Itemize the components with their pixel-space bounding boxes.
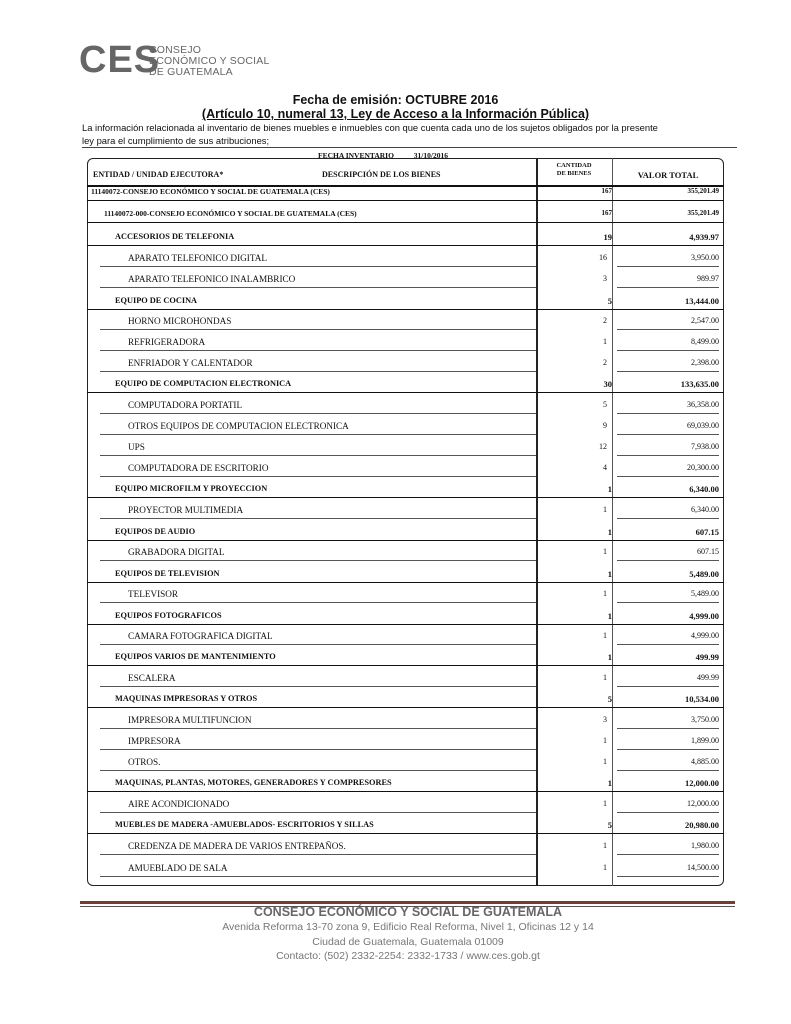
- table-row: [87, 715, 724, 729]
- row-cantidad: 1: [607, 778, 612, 788]
- row-cantidad: 30: [603, 379, 612, 389]
- table-row: [87, 589, 724, 603]
- row-valor: 5,489.00: [691, 589, 719, 598]
- row-cantidad: 3: [603, 715, 607, 724]
- row-valor: 355,201.49: [687, 209, 719, 217]
- row-rule-value: [617, 434, 719, 435]
- table-row: [87, 253, 724, 267]
- column-divider-valor: [612, 158, 613, 886]
- row-rule-value: [617, 602, 719, 603]
- row-description: TELEVISOR: [128, 589, 179, 599]
- header-cantidad: [536, 162, 612, 178]
- intro-paragraph: [82, 122, 737, 147]
- row-cantidad: 1: [607, 484, 612, 494]
- row-description: EQUIPOS DE TELEVISION: [115, 569, 220, 578]
- row-valor: 2,398.00: [691, 358, 719, 367]
- row-description: IMPRESORA: [128, 736, 181, 746]
- table-row: [87, 232, 724, 246]
- row-cantidad: 1: [607, 611, 612, 621]
- footer-contact: Contacto: (502) 2332-2254: 2332-1733 / www.ces.gob.gt: [276, 950, 540, 962]
- row-description: EQUIPOS FOTOGRAFICOS: [115, 611, 222, 620]
- intro-line-1: La información relacionada al inventario de bienes muebles e inmuebles con que cuenta cada uno de los sujetos obligados por la presente: [82, 122, 658, 133]
- table-row: [87, 463, 724, 477]
- row-rule: [100, 434, 536, 435]
- table-row: [87, 611, 724, 625]
- row-cantidad: 9: [603, 421, 607, 430]
- table-row: [87, 673, 724, 687]
- row-cantidad: 3: [603, 274, 607, 283]
- table-row: [87, 527, 724, 541]
- row-rule-value: [617, 560, 719, 561]
- row-description: EQUIPO DE COCINA: [115, 296, 198, 305]
- row-description: UPS: [128, 442, 145, 452]
- row-description: COMPUTADORA DE ESCRITORIO: [128, 463, 269, 473]
- table-row: [87, 209, 724, 223]
- footer: [0, 904, 791, 964]
- table-row: [87, 736, 724, 750]
- row-cantidad: 1: [603, 799, 607, 808]
- row-rule: [100, 518, 536, 519]
- row-cantidad: 5: [607, 820, 612, 830]
- table-row: [87, 316, 724, 330]
- row-description: CREDENZA DE MADERA DE VARIOS ENTREPAÑOS.: [128, 841, 346, 851]
- logo-line-1: CONSEJO: [149, 44, 202, 56]
- table-row: [87, 631, 724, 645]
- row-valor: 12,000.00: [687, 799, 719, 808]
- table-row: [87, 505, 724, 519]
- row-rule: [100, 287, 536, 288]
- row-cantidad: 1: [603, 631, 607, 640]
- row-cantidad: 12: [599, 442, 607, 451]
- row-cantidad: 5: [607, 694, 612, 704]
- row-rule: [100, 644, 536, 645]
- row-valor: 499.99: [697, 673, 719, 682]
- row-description: OTROS EQUIPOS DE COMPUTACION ELECTRONICA: [128, 421, 349, 431]
- row-valor: 20,980.00: [685, 820, 719, 830]
- row-rule-value: [617, 287, 719, 288]
- table-row: [87, 820, 724, 834]
- table-row: [87, 442, 724, 456]
- logo-mark: CES: [79, 39, 161, 81]
- row-cantidad: 5: [607, 296, 612, 306]
- row-rule: [87, 665, 724, 666]
- document-subtitle: (Artículo 10, numeral 13, Ley de Acceso a la Información Pública): [201, 107, 590, 121]
- row-description: APARATO TELEFONICO INALAMBRICO: [128, 274, 296, 284]
- row-valor: 133,635.00: [680, 379, 719, 389]
- row-description: IMPRESORA MULTIFUNCION: [128, 715, 252, 725]
- row-valor: 4,885.00: [691, 757, 719, 766]
- document-title: Fecha de emisión: OCTUBRE 2016: [292, 93, 499, 107]
- table-row: [87, 569, 724, 583]
- table-row: [87, 757, 724, 771]
- row-valor: 36,358.00: [687, 400, 719, 409]
- row-rule-value: [617, 876, 719, 877]
- header-entidad: ENTIDAD / UNIDAD EJECUTORA*: [93, 170, 224, 179]
- footer-title: CONSEJO ECONÓMICO Y SOCIAL DE GUATEMALA: [253, 905, 563, 919]
- row-rule: [87, 200, 724, 201]
- row-valor: 3,750.00: [691, 715, 719, 724]
- row-rule: [87, 497, 724, 498]
- row-rule: [100, 371, 536, 372]
- ces-logo: [79, 41, 309, 81]
- footer-address: Avenida Reforma 13-70 zona 9, Edificio Real Reforma, Nivel 1, Oficinas 12 y 14: [222, 921, 594, 933]
- row-rule: [100, 476, 536, 477]
- row-rule-value: [617, 455, 719, 456]
- table-row: [87, 421, 724, 435]
- row-valor: 20,300.00: [687, 463, 719, 472]
- row-cantidad: 2: [603, 358, 607, 367]
- row-valor: 8,499.00: [691, 337, 719, 346]
- row-cantidad: 1: [603, 337, 607, 346]
- row-rule: [100, 686, 536, 687]
- row-cantidad: 1: [603, 589, 607, 598]
- row-rule-value: [617, 266, 719, 267]
- table-row: [87, 358, 724, 372]
- row-rule: [100, 770, 536, 771]
- table-row: [87, 274, 724, 288]
- row-valor: 1,899.00: [691, 736, 719, 745]
- row-cantidad: 1: [607, 527, 612, 537]
- fecha-inventario-label: FECHA INVENTARIO: [318, 151, 394, 160]
- header-descripcion: DESCRIPCIÓN DE LOS BIENES: [322, 170, 441, 179]
- row-description: EQUIPOS VARIOS DE MANTENIMIENTO: [115, 652, 276, 661]
- row-rule-value: [617, 686, 719, 687]
- table-row: [87, 694, 724, 708]
- row-description: 11140072-000-CONSEJO ECONÓMICO Y SOCIAL DE GUATEMALA (CES): [104, 209, 357, 218]
- row-rule: [100, 329, 536, 330]
- row-cantidad: 1: [603, 673, 607, 682]
- row-valor: 7,938.00: [691, 442, 719, 451]
- table-row: [87, 841, 724, 855]
- row-valor: 10,534.00: [685, 694, 719, 704]
- table-row: [87, 187, 724, 201]
- row-valor: 6,340.00: [689, 484, 719, 494]
- row-description: 11140072-CONSEJO ECONÓMICO Y SOCIAL DE GUATEMALA (CES): [91, 187, 330, 196]
- row-description: MAQUINAS IMPRESORAS Y OTROS: [115, 694, 258, 703]
- row-rule-value: [617, 329, 719, 330]
- row-cantidad: 16: [599, 253, 607, 262]
- row-rule: [87, 540, 724, 541]
- row-cantidad: 1: [603, 757, 607, 766]
- row-rule: [87, 582, 724, 583]
- row-cantidad: 1: [607, 569, 612, 579]
- row-description: HORNO MICROHONDAS: [128, 316, 232, 326]
- row-valor: 14,500.00: [687, 863, 719, 872]
- logo-line-3: DE GUATEMALA: [149, 66, 233, 78]
- row-rule: [87, 309, 724, 310]
- table-row: [87, 547, 724, 561]
- row-cantidad: 1: [603, 863, 607, 872]
- row-rule: [100, 602, 536, 603]
- logo-line-2: ECONÓMICO Y SOCIAL: [149, 55, 270, 67]
- table-row: [87, 296, 724, 310]
- row-rule: [100, 560, 536, 561]
- row-rule: [100, 749, 536, 750]
- row-description: EQUIPO DE COMPUTACION ELECTRONICA: [115, 379, 292, 388]
- fecha-inventario-value: 31/10/2016: [413, 151, 448, 160]
- row-description: PROYECTOR MULTIMEDIA: [128, 505, 244, 515]
- row-cantidad: 1: [603, 841, 607, 850]
- intro-divider: [82, 147, 737, 148]
- header-cantidad-line-2: DE BIENES: [556, 170, 592, 177]
- row-valor: 2,547.00: [691, 316, 719, 325]
- row-rule-value: [617, 728, 719, 729]
- row-valor: 4,999.00: [689, 611, 719, 621]
- row-valor: 5,489.00: [689, 569, 719, 579]
- intro-line-2: ley para el cumplimiento de sus atribuciones;: [82, 134, 270, 146]
- row-cantidad: 4: [603, 463, 607, 472]
- row-rule: [100, 266, 536, 267]
- row-valor: 6,340.00: [691, 505, 719, 514]
- row-valor: 69,039.00: [687, 421, 719, 430]
- row-description: ACCESORIOS DE TELEFONIA: [115, 232, 235, 241]
- row-cantidad: 167: [601, 187, 612, 195]
- row-rule-value: [617, 371, 719, 372]
- row-rule: [87, 222, 724, 223]
- row-description: AMUEBLADO DE SALA: [128, 863, 228, 873]
- table-row: [87, 337, 724, 351]
- header-cantidad-line-1: CANTIDAD: [556, 162, 592, 169]
- row-valor: 3,950.00: [691, 253, 719, 262]
- row-description: GRABADORA DIGITAL: [128, 547, 225, 557]
- header-valor-total: VALOR TOTAL: [637, 170, 699, 180]
- column-divider-cantidad: [536, 158, 538, 886]
- row-rule: [100, 350, 536, 351]
- row-rule: [87, 833, 724, 834]
- row-rule-value: [617, 518, 719, 519]
- row-valor: 1,980.00: [691, 841, 719, 850]
- row-rule-value: [617, 749, 719, 750]
- row-description: AIRE ACONDICIONADO: [128, 799, 230, 809]
- row-rule-value: [617, 350, 719, 351]
- row-description: ESCALERA: [128, 673, 176, 683]
- table-row: [87, 379, 724, 393]
- row-rule-value: [617, 413, 719, 414]
- row-valor: 4,999.00: [691, 631, 719, 640]
- row-rule-value: [617, 770, 719, 771]
- row-description: EQUIPOS DE AUDIO: [115, 527, 196, 536]
- inventory-table: [87, 158, 724, 886]
- row-cantidad: 167: [601, 209, 612, 217]
- row-rule: [100, 812, 536, 813]
- row-rule-value: [617, 644, 719, 645]
- row-description: OTROS.: [128, 757, 161, 767]
- row-description: MUEBLES DE MADERA -AMUEBLADOS- ESCRITORIOS Y SILLAS: [115, 820, 374, 829]
- row-rule: [87, 624, 724, 625]
- row-cantidad: 1: [607, 652, 612, 662]
- table-row: [87, 484, 724, 498]
- row-rule: [87, 392, 724, 393]
- row-cantidad: 5: [603, 400, 607, 409]
- footer-city: Ciudad de Guatemala, Guatemala 01009: [312, 935, 504, 948]
- row-valor: 4,939.97: [689, 232, 719, 242]
- row-cantidad: 1: [603, 505, 607, 514]
- row-valor: 607.15: [697, 547, 719, 556]
- row-rule: [100, 413, 536, 414]
- row-description: REFRIGERADORA: [128, 337, 206, 347]
- row-description: MAQUINAS, PLANTAS, MOTORES, GENERADORES Y COMPRESORES: [115, 778, 392, 787]
- row-rule-value: [617, 476, 719, 477]
- row-rule: [100, 854, 536, 855]
- row-valor: 499.99: [695, 652, 719, 662]
- row-description: ENFRIADOR Y CALENTADOR: [128, 358, 253, 368]
- table-row: [87, 778, 724, 792]
- row-cantidad: 1: [603, 547, 607, 556]
- row-rule: [100, 455, 536, 456]
- logo-text: [149, 45, 270, 78]
- row-cantidad: 1: [603, 736, 607, 745]
- row-cantidad: 19: [603, 232, 612, 242]
- table-row: [87, 400, 724, 414]
- row-valor: 607.15: [695, 527, 719, 537]
- row-rule: [87, 791, 724, 792]
- row-description: CAMARA FOTOGRAFICA DIGITAL: [128, 631, 273, 641]
- row-description: APARATO TELEFONICO DIGITAL: [128, 253, 267, 263]
- row-rule: [100, 876, 536, 877]
- row-valor: 355,201.49: [687, 187, 719, 195]
- row-rule: [100, 728, 536, 729]
- row-rule: [87, 707, 724, 708]
- row-description: COMPUTADORA PORTATIL: [128, 400, 243, 410]
- table-row: [87, 652, 724, 666]
- row-valor: 13,444.00: [685, 296, 719, 306]
- row-description: EQUIPO MICROFILM Y PROYECCION: [115, 484, 268, 493]
- row-valor: 12,000.00: [685, 778, 719, 788]
- row-valor: 989.97: [697, 274, 719, 283]
- row-rule-value: [617, 812, 719, 813]
- row-cantidad: 2: [603, 316, 607, 325]
- row-rule-value: [617, 854, 719, 855]
- table-row: [87, 863, 724, 877]
- row-rule: [87, 245, 724, 246]
- table-row: [87, 799, 724, 813]
